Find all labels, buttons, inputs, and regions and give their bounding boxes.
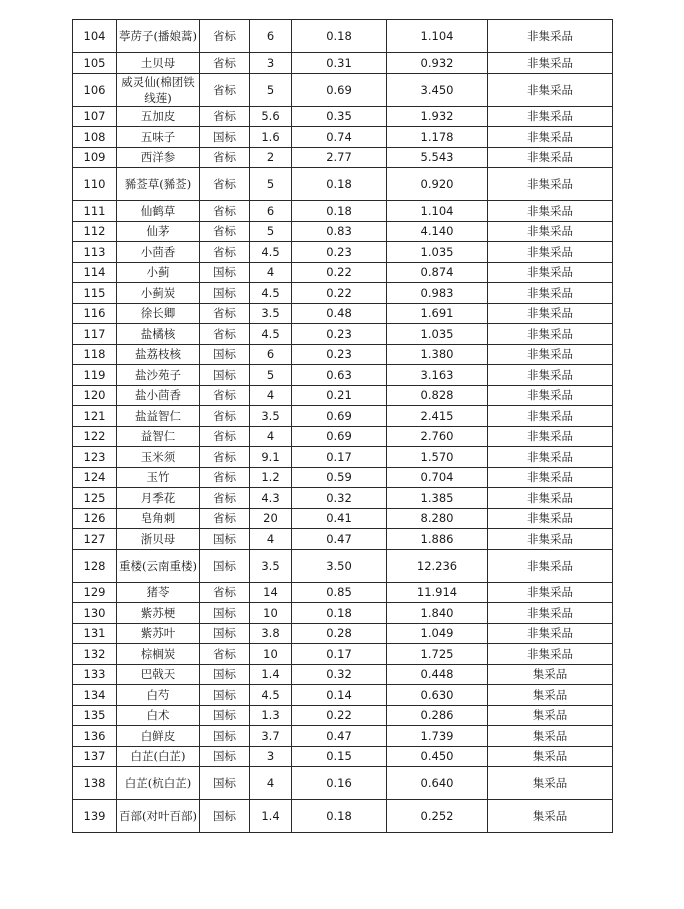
row-number-cell: 132 — [73, 644, 117, 665]
table-row — [73, 508, 613, 529]
unit-price-cell: 0.47 — [292, 529, 387, 550]
procurement-type-cell: 非集采品 — [488, 644, 613, 665]
table-row — [73, 623, 613, 644]
standard-cell: 省标 — [200, 644, 250, 665]
quantity-cell: 5 — [250, 73, 292, 106]
procurement-type-cell: 集采品 — [488, 767, 613, 800]
herb-name-cell: 益智仁 — [117, 426, 200, 447]
unit-price-cell: 3.50 — [292, 549, 387, 582]
row-number-cell: 105 — [73, 53, 117, 74]
unit-price-cell: 0.35 — [292, 106, 387, 127]
unit-price-cell: 0.69 — [292, 426, 387, 447]
unit-price-cell: 0.83 — [292, 221, 387, 242]
herb-name-cell: 巴戟天 — [117, 664, 200, 685]
herb-name-cell: 盐小茴香 — [117, 385, 200, 406]
procurement-type-cell: 非集采品 — [488, 73, 613, 106]
quantity-cell: 10 — [250, 644, 292, 665]
procurement-type-cell: 非集采品 — [488, 201, 613, 222]
quantity-cell: 4 — [250, 426, 292, 447]
row-number-cell: 130 — [73, 603, 117, 624]
standard-cell: 国标 — [200, 767, 250, 800]
unit-price-cell: 0.74 — [292, 127, 387, 148]
unit-price-cell: 0.47 — [292, 726, 387, 747]
unit-price-cell: 0.32 — [292, 664, 387, 685]
quantity-cell: 4.5 — [250, 242, 292, 263]
quantity-cell: 14 — [250, 582, 292, 603]
standard-cell: 国标 — [200, 746, 250, 767]
procurement-type-cell: 非集采品 — [488, 147, 613, 168]
procurement-type-cell: 非集采品 — [488, 168, 613, 201]
table-row — [73, 53, 613, 74]
herb-name-cell: 小蓟炭 — [117, 283, 200, 304]
quantity-cell: 6 — [250, 201, 292, 222]
standard-cell: 国标 — [200, 127, 250, 148]
procurement-type-cell: 非集采品 — [488, 447, 613, 468]
quantity-cell: 4.5 — [250, 324, 292, 345]
herb-name-cell: 盐沙苑子 — [117, 365, 200, 386]
procurement-type-cell: 非集采品 — [488, 365, 613, 386]
row-number-cell: 131 — [73, 623, 117, 644]
table-row — [73, 20, 613, 53]
table-row — [73, 303, 613, 324]
table-row — [73, 705, 613, 726]
standard-cell: 国标 — [200, 283, 250, 304]
standard-cell: 国标 — [200, 603, 250, 624]
herb-name-cell: 白芍 — [117, 685, 200, 706]
row-number-cell: 108 — [73, 127, 117, 148]
table-row — [73, 467, 613, 488]
quantity-cell: 3.5 — [250, 406, 292, 427]
herb-name-cell: 浙贝母 — [117, 529, 200, 550]
row-number-cell: 110 — [73, 168, 117, 201]
amount-cell: 1.178 — [387, 127, 488, 148]
amount-cell: 1.739 — [387, 726, 488, 747]
procurement-type-cell: 非集采品 — [488, 508, 613, 529]
table-row — [73, 406, 613, 427]
amount-cell: 1.049 — [387, 623, 488, 644]
herb-name-cell: 白芷(杭白芷) — [117, 767, 200, 800]
amount-cell: 1.104 — [387, 20, 488, 53]
quantity-cell: 5 — [250, 221, 292, 242]
procurement-type-cell: 非集采品 — [488, 344, 613, 365]
procurement-type-cell: 非集采品 — [488, 549, 613, 582]
procurement-type-cell: 集采品 — [488, 726, 613, 747]
row-number-cell: 125 — [73, 488, 117, 509]
amount-cell: 0.630 — [387, 685, 488, 706]
amount-cell: 1.725 — [387, 644, 488, 665]
table-row — [73, 147, 613, 168]
standard-cell: 省标 — [200, 385, 250, 406]
procurement-type-cell: 非集采品 — [488, 426, 613, 447]
amount-cell: 1.035 — [387, 324, 488, 345]
table-row — [73, 447, 613, 468]
standard-cell: 省标 — [200, 324, 250, 345]
row-number-cell: 119 — [73, 365, 117, 386]
row-number-cell: 127 — [73, 529, 117, 550]
standard-cell: 国标 — [200, 529, 250, 550]
row-number-cell: 120 — [73, 385, 117, 406]
amount-cell: 1.385 — [387, 488, 488, 509]
amount-cell: 0.640 — [387, 767, 488, 800]
table-row — [73, 664, 613, 685]
herb-name-cell: 盐橘核 — [117, 324, 200, 345]
row-number-cell: 129 — [73, 582, 117, 603]
unit-price-cell: 0.18 — [292, 168, 387, 201]
quantity-cell: 3.8 — [250, 623, 292, 644]
unit-price-cell: 0.17 — [292, 447, 387, 468]
quantity-cell: 4 — [250, 529, 292, 550]
procurement-type-cell: 非集采品 — [488, 221, 613, 242]
table-row — [73, 726, 613, 747]
procurement-type-cell: 非集采品 — [488, 106, 613, 127]
quantity-cell: 3 — [250, 746, 292, 767]
standard-cell: 省标 — [200, 20, 250, 53]
procurement-type-cell: 集采品 — [488, 800, 613, 833]
procurement-type-cell: 非集采品 — [488, 127, 613, 148]
amount-cell: 1.035 — [387, 242, 488, 263]
row-number-cell: 137 — [73, 746, 117, 767]
amount-cell: 11.914 — [387, 582, 488, 603]
unit-price-cell: 0.18 — [292, 20, 387, 53]
standard-cell: 省标 — [200, 426, 250, 447]
quantity-cell: 9.1 — [250, 447, 292, 468]
herb-name-cell: 白术 — [117, 705, 200, 726]
unit-price-cell: 0.22 — [292, 705, 387, 726]
quantity-cell: 1.3 — [250, 705, 292, 726]
standard-cell: 省标 — [200, 242, 250, 263]
standard-cell: 国标 — [200, 705, 250, 726]
row-number-cell: 134 — [73, 685, 117, 706]
herb-name-cell: 小茴香 — [117, 242, 200, 263]
procurement-type-cell: 非集采品 — [488, 283, 613, 304]
quantity-cell: 6 — [250, 344, 292, 365]
standard-cell: 省标 — [200, 221, 250, 242]
row-number-cell: 111 — [73, 201, 117, 222]
row-number-cell: 139 — [73, 800, 117, 833]
quantity-cell: 5 — [250, 168, 292, 201]
row-number-cell: 136 — [73, 726, 117, 747]
herb-name-cell: 豨莶草(豨莶) — [117, 168, 200, 201]
herb-name-cell: 棕榈炭 — [117, 644, 200, 665]
unit-price-cell: 0.85 — [292, 582, 387, 603]
table-row — [73, 549, 613, 582]
unit-price-cell: 0.14 — [292, 685, 387, 706]
amount-cell: 1.380 — [387, 344, 488, 365]
procurement-type-cell: 非集采品 — [488, 262, 613, 283]
amount-cell: 1.840 — [387, 603, 488, 624]
procurement-type-cell: 非集采品 — [488, 53, 613, 74]
table-row — [73, 242, 613, 263]
unit-price-cell: 0.23 — [292, 324, 387, 345]
unit-price-cell: 0.18 — [292, 201, 387, 222]
row-number-cell: 128 — [73, 549, 117, 582]
unit-price-cell: 0.69 — [292, 73, 387, 106]
herb-name-cell: 徐长卿 — [117, 303, 200, 324]
table-row — [73, 426, 613, 447]
amount-cell: 0.828 — [387, 385, 488, 406]
unit-price-cell: 0.31 — [292, 53, 387, 74]
table-row — [73, 127, 613, 148]
standard-cell: 省标 — [200, 106, 250, 127]
table-row — [73, 746, 613, 767]
standard-cell: 省标 — [200, 582, 250, 603]
herb-name-cell: 五加皮 — [117, 106, 200, 127]
table-row — [73, 488, 613, 509]
herb-name-cell: 西洋参 — [117, 147, 200, 168]
herb-name-cell: 葶苈子(播娘蒿) — [117, 20, 200, 53]
table-row — [73, 221, 613, 242]
row-number-cell: 106 — [73, 73, 117, 106]
herb-name-cell: 仙茅 — [117, 221, 200, 242]
unit-price-cell: 0.21 — [292, 385, 387, 406]
row-number-cell: 123 — [73, 447, 117, 468]
amount-cell: 0.286 — [387, 705, 488, 726]
procurement-type-cell: 非集采品 — [488, 303, 613, 324]
table-row — [73, 201, 613, 222]
standard-cell: 省标 — [200, 303, 250, 324]
herb-name-cell: 白芷(白芷) — [117, 746, 200, 767]
table-row — [73, 73, 613, 106]
table-row — [73, 800, 613, 833]
unit-price-cell: 0.32 — [292, 488, 387, 509]
row-number-cell: 104 — [73, 20, 117, 53]
quantity-cell: 10 — [250, 603, 292, 624]
amount-cell: 1.691 — [387, 303, 488, 324]
quantity-cell: 4 — [250, 767, 292, 800]
quantity-cell: 3.7 — [250, 726, 292, 747]
unit-price-cell: 2.77 — [292, 147, 387, 168]
quantity-cell: 3.5 — [250, 303, 292, 324]
standard-cell: 国标 — [200, 726, 250, 747]
row-number-cell: 138 — [73, 767, 117, 800]
row-number-cell: 124 — [73, 467, 117, 488]
procurement-type-cell: 非集采品 — [488, 529, 613, 550]
unit-price-cell: 0.15 — [292, 746, 387, 767]
amount-cell: 3.163 — [387, 365, 488, 386]
procurement-type-cell: 非集采品 — [488, 242, 613, 263]
herb-name-cell: 土贝母 — [117, 53, 200, 74]
quantity-cell: 6 — [250, 20, 292, 53]
quantity-cell: 3 — [250, 53, 292, 74]
row-number-cell: 113 — [73, 242, 117, 263]
standard-cell: 国标 — [200, 685, 250, 706]
quantity-cell: 20 — [250, 508, 292, 529]
row-number-cell: 116 — [73, 303, 117, 324]
table-row — [73, 344, 613, 365]
amount-cell: 1.886 — [387, 529, 488, 550]
amount-cell: 0.932 — [387, 53, 488, 74]
row-number-cell: 117 — [73, 324, 117, 345]
procurement-type-cell: 非集采品 — [488, 603, 613, 624]
procurement-type-cell: 非集采品 — [488, 324, 613, 345]
unit-price-cell: 0.22 — [292, 262, 387, 283]
table-row — [73, 685, 613, 706]
quantity-cell: 4.5 — [250, 685, 292, 706]
herb-name-cell: 白鲜皮 — [117, 726, 200, 747]
herb-name-cell: 仙鹤草 — [117, 201, 200, 222]
amount-cell: 8.280 — [387, 508, 488, 529]
table-row — [73, 385, 613, 406]
standard-cell: 省标 — [200, 467, 250, 488]
herb-name-cell: 盐益智仁 — [117, 406, 200, 427]
amount-cell: 2.760 — [387, 426, 488, 447]
row-number-cell: 133 — [73, 664, 117, 685]
unit-price-cell: 0.18 — [292, 800, 387, 833]
standard-cell: 省标 — [200, 201, 250, 222]
standard-cell: 国标 — [200, 623, 250, 644]
unit-price-cell: 0.48 — [292, 303, 387, 324]
standard-cell: 省标 — [200, 447, 250, 468]
herb-name-cell: 月季花 — [117, 488, 200, 509]
amount-cell: 0.704 — [387, 467, 488, 488]
amount-cell: 1.570 — [387, 447, 488, 468]
amount-cell: 0.983 — [387, 283, 488, 304]
row-number-cell: 114 — [73, 262, 117, 283]
standard-cell: 省标 — [200, 508, 250, 529]
herb-name-cell: 紫苏梗 — [117, 603, 200, 624]
unit-price-cell: 0.17 — [292, 644, 387, 665]
procurement-type-cell: 非集采品 — [488, 467, 613, 488]
table-row — [73, 582, 613, 603]
procurement-type-cell: 非集采品 — [488, 406, 613, 427]
standard-cell: 国标 — [200, 365, 250, 386]
procurement-type-cell: 非集采品 — [488, 488, 613, 509]
quantity-cell: 1.4 — [250, 664, 292, 685]
standard-cell: 国标 — [200, 549, 250, 582]
amount-cell: 0.874 — [387, 262, 488, 283]
unit-price-cell: 0.41 — [292, 508, 387, 529]
standard-cell: 省标 — [200, 488, 250, 509]
quantity-cell: 4.5 — [250, 283, 292, 304]
quantity-cell: 3.5 — [250, 549, 292, 582]
quantity-cell: 2 — [250, 147, 292, 168]
table-row — [73, 644, 613, 665]
procurement-type-cell: 非集采品 — [488, 20, 613, 53]
procurement-type-cell: 集采品 — [488, 664, 613, 685]
unit-price-cell: 0.18 — [292, 603, 387, 624]
standard-cell: 省标 — [200, 406, 250, 427]
amount-cell: 5.543 — [387, 147, 488, 168]
unit-price-cell: 0.63 — [292, 365, 387, 386]
unit-price-cell: 0.23 — [292, 242, 387, 263]
table-row — [73, 365, 613, 386]
herb-price-table — [72, 19, 613, 833]
unit-price-cell: 0.28 — [292, 623, 387, 644]
quantity-cell: 1.2 — [250, 467, 292, 488]
amount-cell: 1.932 — [387, 106, 488, 127]
row-number-cell: 109 — [73, 147, 117, 168]
table-row — [73, 324, 613, 345]
amount-cell: 3.450 — [387, 73, 488, 106]
herb-name-cell: 猪苓 — [117, 582, 200, 603]
amount-cell: 0.920 — [387, 168, 488, 201]
amount-cell: 0.450 — [387, 746, 488, 767]
table-body — [73, 20, 613, 833]
table-row — [73, 106, 613, 127]
procurement-type-cell: 集采品 — [488, 685, 613, 706]
amount-cell: 2.415 — [387, 406, 488, 427]
table-row — [73, 168, 613, 201]
amount-cell: 0.252 — [387, 800, 488, 833]
unit-price-cell: 0.16 — [292, 767, 387, 800]
table-row — [73, 283, 613, 304]
row-number-cell: 126 — [73, 508, 117, 529]
herb-name-cell: 百部(对叶百部) — [117, 800, 200, 833]
herb-name-cell: 皂角刺 — [117, 508, 200, 529]
amount-cell: 12.236 — [387, 549, 488, 582]
procurement-type-cell: 非集采品 — [488, 582, 613, 603]
unit-price-cell: 0.59 — [292, 467, 387, 488]
standard-cell: 国标 — [200, 262, 250, 283]
quantity-cell: 1.6 — [250, 127, 292, 148]
quantity-cell: 5.6 — [250, 106, 292, 127]
standard-cell: 省标 — [200, 147, 250, 168]
row-number-cell: 122 — [73, 426, 117, 447]
quantity-cell: 4.3 — [250, 488, 292, 509]
herb-name-cell: 重楼(云南重楼) — [117, 549, 200, 582]
row-number-cell: 118 — [73, 344, 117, 365]
procurement-type-cell: 集采品 — [488, 705, 613, 726]
row-number-cell: 115 — [73, 283, 117, 304]
table-row — [73, 603, 613, 624]
table-row — [73, 767, 613, 800]
row-number-cell: 135 — [73, 705, 117, 726]
unit-price-cell: 0.23 — [292, 344, 387, 365]
standard-cell: 国标 — [200, 664, 250, 685]
herb-name-cell: 盐荔枝核 — [117, 344, 200, 365]
herb-name-cell: 五味子 — [117, 127, 200, 148]
procurement-type-cell: 集采品 — [488, 746, 613, 767]
quantity-cell: 5 — [250, 365, 292, 386]
herb-name-cell: 威灵仙(棉团铁线莲) — [117, 73, 200, 106]
table-row — [73, 262, 613, 283]
standard-cell: 省标 — [200, 53, 250, 74]
herb-name-cell: 玉米须 — [117, 447, 200, 468]
quantity-cell: 4 — [250, 385, 292, 406]
amount-cell: 0.448 — [387, 664, 488, 685]
procurement-type-cell: 非集采品 — [488, 623, 613, 644]
herb-name-cell: 玉竹 — [117, 467, 200, 488]
row-number-cell: 107 — [73, 106, 117, 127]
row-number-cell: 121 — [73, 406, 117, 427]
standard-cell: 国标 — [200, 344, 250, 365]
herb-name-cell: 小蓟 — [117, 262, 200, 283]
row-number-cell: 112 — [73, 221, 117, 242]
amount-cell: 4.140 — [387, 221, 488, 242]
standard-cell: 省标 — [200, 73, 250, 106]
quantity-cell: 1.4 — [250, 800, 292, 833]
unit-price-cell: 0.69 — [292, 406, 387, 427]
unit-price-cell: 0.22 — [292, 283, 387, 304]
amount-cell: 1.104 — [387, 201, 488, 222]
procurement-type-cell: 非集采品 — [488, 385, 613, 406]
herb-name-cell: 紫苏叶 — [117, 623, 200, 644]
standard-cell: 省标 — [200, 168, 250, 201]
quantity-cell: 4 — [250, 262, 292, 283]
standard-cell: 国标 — [200, 800, 250, 833]
table-row — [73, 529, 613, 550]
